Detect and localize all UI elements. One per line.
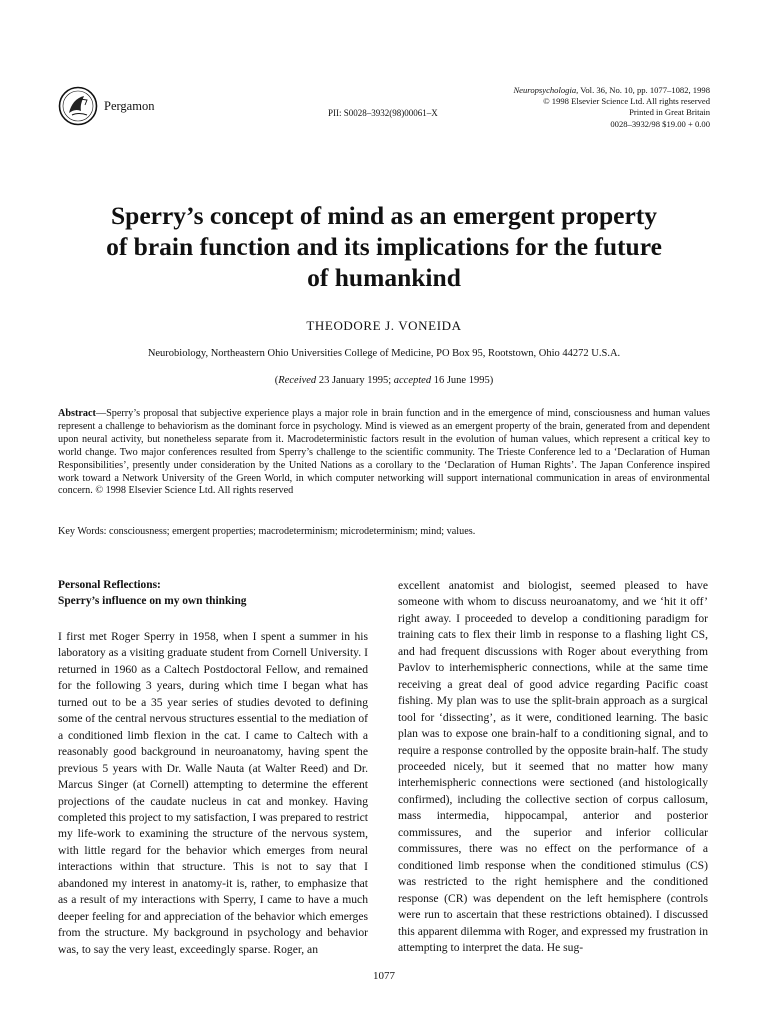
publisher-name: Pergamon — [104, 99, 155, 113]
journal-name: Neuropsychologia, — [513, 85, 579, 95]
printed-line: Printed in Great Britain — [629, 107, 710, 118]
abstract-label: Abstract — [58, 408, 96, 419]
copyright-line: © 1998 Elsevier Science Ltd. All rights reserved — [543, 96, 710, 107]
section-title: Personal Reflections: — [58, 579, 161, 591]
title-line: of brain function and its implications for the future — [106, 232, 662, 261]
body-paragraph: I first met Roger Sperry in 1958, when I spent a summer in his laboratory as a visiting graduate student from Cornell University. I returned in 1960 as a Caltech Postdoctoral Fellow, and remained for the following 3 years, during which time I began what has turned out to be a 35 year series of studies devoted to defining some of the central nervous structures essential to the mediation of a conditioned limb flexion in the cat. I came to Caltech with a reasonably good background in neuroanatomy, having spent the previous 5 years with Dr. Walle Nauta (at Walter Reed) and Dr. Marcus Singer (at Cornell) attempting to determine the efferent projections of the caudate nucleus in cat and monkey. Having completed this project to my satisfaction, I was prepared to restrict my life-work to examining the structure of the nervous system, with little regard for the behavior which emerges from neural interactions within that structure. This is not to say that I abandoned my interest in anatomy-it is, rather, to emphasize that as a result of my interactions with Sperry, I came to have a much deeper feeling for and appreciation of the behavior which emerges from the structure. My background in psychology and behavior was, to say the very least, exceedingly sparse. Roger, an — [58, 630, 368, 956]
title-line: of humankind — [307, 263, 461, 292]
journal-info — [450, 85, 710, 130]
received-label: Received — [278, 375, 317, 386]
author-affiliation: Neurobiology, Northeastern Ohio Universities College of Medicine, PO Box 95, Rootstown, Ohio 44272 U.S.A. — [147, 348, 621, 359]
body-paragraph: excellent anatomist and biologist, seemed pleased to have someone with whom to discuss neuroanatomy, and we ‘hit it off’ right away. I proceeded to develop a conditioning paradigm for training cats to flex their limb in response to a flashing light CS, and had frequent discussions with Roger about everything from Pavlov to interhemispheric connections, while at the same time receiving a great deal of good advice regarding Pacific coast fishing. My plan was to use the split-brain approach as a surgical tool for ‘dissecting’, as it were, conditioned learning. The basic plan was to expose one brain-half to a conditioning signal, and to require a response controlled by the opposite brain-half. The study proceeded nicely, but it seemed that no matter how many interhemispheric connections were sectioned (and histologically confirmed), including the collective section of corpus callosum, mass intermedia, hippocampal, anterior and posterior commissures, and the superior and inferior collicular commissures, there was no effect on the performance of a conditioned limb response when the conditioned stimulus (CS) was restricted to the right hemisphere and the conditioned response (CR) was dependent on the left hemisphere (controls were run to ascertain that these restrictions obtained). I discussed this apparent dilemma with Roger, and expressed my frustration in attempting to interpret the data. He sug- — [398, 579, 708, 954]
accepted-label: accepted — [393, 375, 432, 386]
received-date: 23 January 1995; — [316, 375, 394, 386]
section-subtitle: Sperry’s influence on my own thinking — [58, 594, 247, 607]
keywords: Key Words: consciousness; emergent properties; macrodeterminism; microdeterminism; mind; values. — [58, 526, 476, 537]
issn-line: 0028–3932/98 $19.00 + 0.00 — [610, 118, 710, 129]
page-number: 1077 — [373, 970, 395, 982]
accepted-date: 16 June 1995) — [431, 375, 494, 386]
left-column — [58, 578, 368, 958]
journal-citation-line — [450, 85, 710, 96]
pii-code: PII: S0028–3932(98)00061–X — [328, 108, 438, 118]
publisher-logo — [58, 86, 98, 126]
title-line: Sperry’s concept of mind as an emergent property — [110, 201, 658, 230]
right-column — [398, 578, 708, 956]
journal-citation: Vol. 36, No. 10, pp. 1077–1082, 1998 — [578, 85, 710, 95]
abstract-text: —Sperry’s proposal that subjective experience plays a major role in brain function and in the emergence of mind, consciousness and human values represent a challenge to behaviorism as the dominant force in psychology. Mind is viewed as an emergent property of the brain, generated from and dependent upon neural activity, but nonetheless separate from it. Macrodeterministic factors result in the evolution of human values, which represent a critical key to world change. Two major conferences resulted from Sperry’s challenge to the scientific community. The Trieste Conference led to a ‘Declaration of Human Responsibilities’, presently under consideration by the United Nations as a corollary to the ‘Declaration of Human Rights’. The Japan Conference inspired work toward a Network University of the Green World, in which computer networking will support international communication in areas of environmental concern. © 1998 Elsevier Science Ltd. All rights reserved — [58, 408, 710, 497]
author-name: THEODORE J. VONEIDA — [306, 318, 462, 333]
article-title — [40, 200, 728, 293]
abstract — [58, 408, 710, 498]
article-dates — [0, 375, 768, 386]
dates-open: ( — [274, 375, 279, 386]
